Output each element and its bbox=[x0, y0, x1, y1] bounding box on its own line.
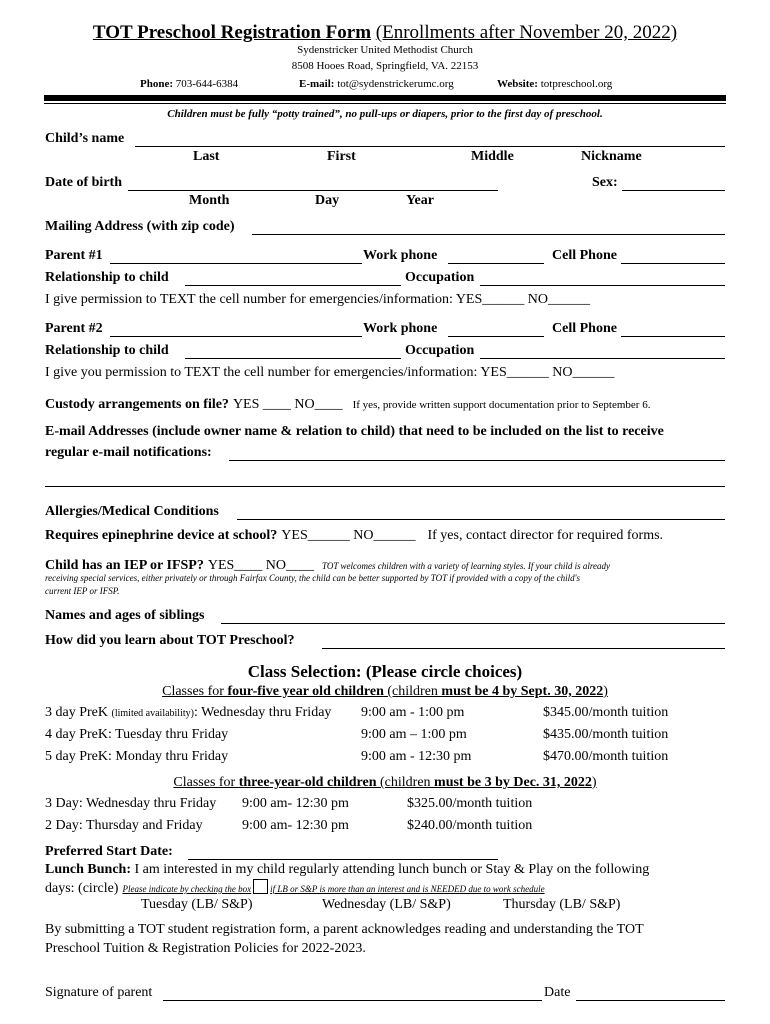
dob-part-day: Day bbox=[315, 193, 340, 208]
signature-field[interactable] bbox=[163, 1000, 542, 1001]
iep-note-line1: TOT welcomes children with a variety of learning styles. If your child is already bbox=[322, 561, 611, 571]
date-field[interactable] bbox=[576, 1000, 725, 1001]
iep-note-line2: receiving special services, either privately or through Fairfax County, the child can be better supported by TOT if provided with a copy of the child's bbox=[45, 573, 580, 583]
class-5day-prek-name[interactable]: 5 day PreK: Monday thru Friday bbox=[45, 749, 229, 764]
potty-notice: Children must be fully “potty trained”, no pull-ups or diapers, prior to the first day of preschool. bbox=[167, 108, 603, 120]
custody-note: If yes, provide written support documentation prior to September 6. bbox=[352, 399, 651, 411]
custody-options[interactable]: YES ____ NO____ bbox=[232, 397, 343, 412]
parent2-relationship-field[interactable] bbox=[185, 358, 401, 359]
siblings-label: Names and ages of siblings bbox=[45, 608, 205, 623]
email-section-line2: regular e-mail notifications: bbox=[45, 445, 212, 460]
form-title-suffix: (Enrollments after November 20, 2022) bbox=[375, 22, 678, 43]
parent1-name-field[interactable] bbox=[110, 263, 362, 264]
class-3day-three-name[interactable]: 3 Day: Wednesday thru Friday bbox=[45, 796, 217, 811]
parent1-work-phone-field[interactable] bbox=[448, 263, 544, 264]
parent2-label: Parent #2 bbox=[45, 321, 103, 336]
parent1-label: Parent #1 bbox=[45, 248, 103, 263]
siblings-field[interactable] bbox=[221, 623, 725, 624]
start-date-field[interactable] bbox=[188, 859, 498, 860]
parent2-cell-phone-field[interactable] bbox=[621, 336, 725, 337]
lunch-text: I am interested in my child regularly attending lunch bunch or Stay & Play on the following bbox=[134, 862, 650, 877]
dob-label: Date of birth bbox=[45, 175, 122, 190]
child-name-label: Child’s name bbox=[45, 131, 125, 146]
dob-field[interactable] bbox=[128, 190, 498, 191]
parent2-work-phone-label: Work phone bbox=[363, 321, 438, 336]
three-year-header: Classes for three-year-old children (children must be 3 by Dec. 31, 2022) bbox=[173, 775, 597, 790]
email-field-1[interactable] bbox=[229, 460, 725, 461]
mailing-address-field[interactable] bbox=[252, 234, 725, 235]
class-4day-prek-time[interactable]: 9:00 am – 1:00 pm bbox=[361, 727, 467, 742]
parent2-name-field[interactable] bbox=[110, 336, 362, 337]
epinephrine-label: Requires epinephrine device at school? bbox=[45, 528, 278, 543]
parent1-cell-phone-field[interactable] bbox=[621, 263, 725, 264]
parent1-occupation-field[interactable] bbox=[480, 285, 725, 286]
parent2-text-permission: I give you permission to TEXT the cell number for emergencies/information: YES______ NO______ bbox=[45, 365, 615, 380]
iep-note-line3: current IEP or IFSP. bbox=[45, 586, 120, 596]
parent2-cell-phone-label: Cell Phone bbox=[552, 321, 617, 336]
class-4day-prek-name[interactable]: 4 day PreK: Tuesday thru Friday bbox=[45, 727, 229, 742]
name-part-nickname: Nickname bbox=[581, 149, 642, 164]
class-3day-prek-name[interactable]: 3 day PreK (limited availability): Wednesday thru Friday bbox=[45, 705, 332, 720]
epinephrine-note: If yes, contact director for required forms. bbox=[427, 528, 664, 543]
class-2day-three-price[interactable]: $240.00/month tuition bbox=[407, 818, 533, 833]
parent1-occupation-label: Occupation bbox=[405, 270, 475, 285]
email-field-2[interactable] bbox=[45, 486, 725, 487]
lunch-row bbox=[45, 862, 649, 878]
parent2-occupation-field[interactable] bbox=[480, 358, 725, 359]
lunch-option-wednesday[interactable]: Wednesday (LB/ S&P) bbox=[322, 897, 451, 912]
signature-label: Signature of parent bbox=[45, 985, 153, 1000]
church-address: 8508 Hooes Road, Springfield, VA. 22153 bbox=[291, 60, 479, 72]
lunch-days-row bbox=[45, 879, 545, 897]
header-rule-thick bbox=[44, 95, 726, 101]
contact-website: Website: totpreschool.org bbox=[497, 78, 613, 90]
name-part-last: Last bbox=[193, 149, 220, 164]
email-section-line1: E-mail Addresses (include owner name & relation to child) that need to be included on the list to receive bbox=[45, 424, 664, 439]
parent1-work-phone-label: Work phone bbox=[363, 248, 438, 263]
acknowledgement-line2: Preschool Tuition & Registration Policies for 2022-2023. bbox=[45, 941, 366, 956]
epinephrine-row bbox=[45, 526, 663, 544]
iep-row bbox=[45, 556, 610, 574]
sex-field[interactable] bbox=[622, 190, 725, 191]
acknowledgement-line1: By submitting a TOT student registration form, a parent acknowledges reading and understanding the TOT bbox=[45, 922, 644, 937]
parent2-occupation-label: Occupation bbox=[405, 343, 475, 358]
allergies-label: Allergies/Medical Conditions bbox=[45, 504, 219, 519]
learn-about-label: How did you learn about TOT Preschool? bbox=[45, 633, 295, 648]
child-name-field[interactable] bbox=[135, 146, 725, 147]
class-5day-prek-price[interactable]: $470.00/month tuition bbox=[543, 749, 669, 764]
epinephrine-options[interactable]: YES______ NO______ bbox=[281, 528, 416, 543]
form-title-main: TOT Preschool Registration Form bbox=[92, 22, 372, 43]
name-part-first: First bbox=[327, 149, 356, 164]
custody-row bbox=[45, 395, 650, 413]
sex-label: Sex: bbox=[592, 175, 618, 190]
lunch-option-thursday[interactable]: Thursday (LB/ S&P) bbox=[503, 897, 621, 912]
class-2day-three-name[interactable]: 2 Day: Thursday and Friday bbox=[45, 818, 203, 833]
class-3day-three-price[interactable]: $325.00/month tuition bbox=[407, 796, 533, 811]
parent1-relationship-label: Relationship to child bbox=[45, 270, 169, 285]
parent2-work-phone-field[interactable] bbox=[448, 336, 544, 337]
lunch-note-post: if LB or S&P is more than an interest and is NEEDED due to work schedule bbox=[270, 884, 545, 894]
class-2day-three-time[interactable]: 9:00 am- 12:30 pm bbox=[242, 818, 349, 833]
parent1-cell-phone-label: Cell Phone bbox=[552, 248, 617, 263]
class-3day-prek-price[interactable]: $345.00/month tuition bbox=[543, 705, 669, 720]
dob-part-year: Year bbox=[406, 193, 434, 208]
class-3day-three-time[interactable]: 9:00 am- 12:30 pm bbox=[242, 796, 349, 811]
lunch-days-label: days: (circle) bbox=[45, 881, 119, 896]
church-name: Sydenstricker United Methodist Church bbox=[297, 44, 473, 56]
iep-options[interactable]: YES____ NO____ bbox=[207, 558, 315, 573]
lunch-label: Lunch Bunch: bbox=[45, 862, 131, 877]
four-five-header: Classes for four-five year old children (children must be 4 by Sept. 30, 2022) bbox=[162, 684, 608, 699]
lunch-note-pre: Please indicate by checking the box bbox=[122, 884, 252, 894]
form-title bbox=[0, 22, 770, 44]
lunch-needed-checkbox[interactable] bbox=[253, 879, 268, 894]
date-label: Date bbox=[544, 985, 571, 1000]
lunch-option-tuesday[interactable]: Tuesday (LB/ S&P) bbox=[141, 897, 253, 912]
learn-about-field[interactable] bbox=[322, 648, 725, 649]
header-rule-thin bbox=[44, 103, 726, 104]
class-3day-prek-time[interactable]: 9:00 am - 1:00 pm bbox=[361, 705, 465, 720]
name-part-middle: Middle bbox=[471, 149, 514, 164]
contact-phone: Phone: 703-644-6384 bbox=[140, 78, 239, 90]
allergies-field[interactable] bbox=[237, 519, 725, 520]
dob-part-month: Month bbox=[189, 193, 230, 208]
contact-email: E-mail: tot@sydenstrickerumc.org bbox=[299, 78, 454, 90]
start-date-label: Preferred Start Date: bbox=[45, 844, 173, 859]
iep-label: Child has an IEP or IFSP? bbox=[45, 558, 204, 573]
parent2-relationship-label: Relationship to child bbox=[45, 343, 169, 358]
parent1-text-permission: I give permission to TEXT the cell number for emergencies/information: YES______ NO______ bbox=[45, 292, 590, 307]
custody-label: Custody arrangements on file? bbox=[45, 397, 229, 412]
class-selection-title: Class Selection: (Please circle choices) bbox=[247, 662, 523, 681]
class-5day-prek-time[interactable]: 9:00 am - 12:30 pm bbox=[361, 749, 472, 764]
parent1-relationship-field[interactable] bbox=[185, 285, 401, 286]
class-4day-prek-price[interactable]: $435.00/month tuition bbox=[543, 727, 669, 742]
mailing-address-label: Mailing Address (with zip code) bbox=[45, 219, 235, 234]
